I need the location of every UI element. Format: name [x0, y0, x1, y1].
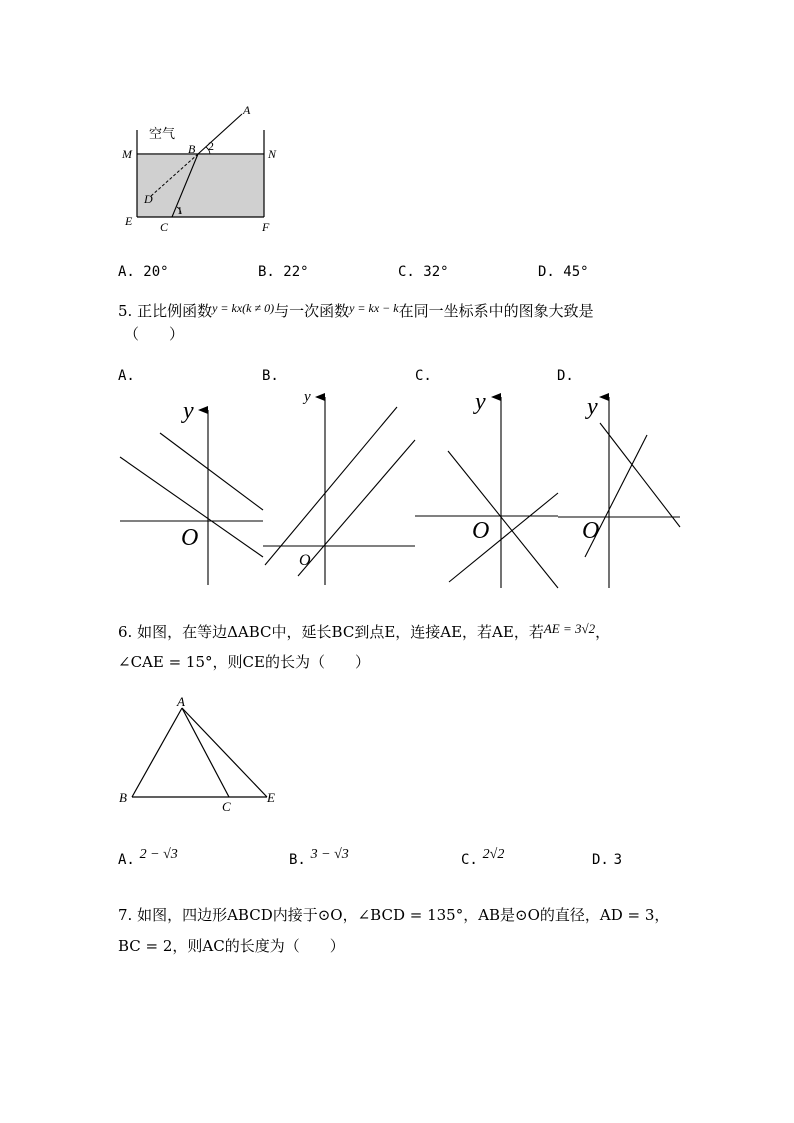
angle-1-label: 1 [177, 205, 183, 217]
q7-question-line2: BC = 2，则AC的长度为（ ） [118, 937, 345, 955]
q6-option-a: A. 2 − √3 [118, 847, 178, 868]
svg-text:O: O [582, 518, 600, 544]
q5-graph-b [263, 389, 415, 585]
q4-refraction-figure [115, 100, 295, 240]
svg-text:y: y [304, 389, 311, 405]
q5-option-b-label: B. [262, 368, 279, 384]
svg-text:B: B [119, 790, 127, 805]
point-c-label: C [160, 220, 169, 234]
q4-option-b: B. 22° [258, 264, 309, 280]
q4-option-a: A. 20° [118, 264, 169, 280]
point-b-label: B [188, 142, 196, 156]
q6-option-d: D. 3 [592, 852, 623, 868]
point-e-label: E [125, 214, 133, 228]
q6-question-line2: ∠CAE = 15°，则CE的长为（ ） [118, 653, 370, 671]
q6-option-b: B. 3 − √3 [289, 847, 349, 868]
svg-text:O: O [472, 518, 490, 544]
q5-graph-c [415, 389, 558, 588]
q7-question-line1: 7. 如图，四边形ABCD内接于⊙O，∠BCD = 135°，AB是⊙O的直径，AD = 3， [118, 906, 670, 924]
point-a-label: A [243, 103, 251, 117]
angle-2-label: 2 [208, 139, 214, 153]
point-f-label: F [262, 220, 270, 234]
svg-text:O: O [299, 552, 311, 569]
q6-number: 6. [118, 623, 133, 641]
q5-formula-1: y = kx(k ≠ 0) [212, 301, 275, 315]
q5-formula-2: y = kx − k [349, 301, 399, 315]
q6-triangle-figure [112, 690, 287, 815]
svg-text:O: O [181, 525, 199, 551]
q5-graph-a [120, 398, 263, 585]
q5-graphs [115, 385, 685, 600]
q5-number: 5. [118, 302, 133, 320]
air-label: 空气 [149, 126, 176, 141]
q5-option-c-label: C. [415, 368, 432, 384]
q4-option-c: C. 32° [398, 264, 449, 280]
point-m-label: M [122, 147, 132, 161]
q6-option-c: C. 2√2 [461, 847, 505, 868]
q4-option-d: D. 45° [538, 264, 589, 280]
q5-graph-d [558, 394, 680, 588]
q5-answer-paren: （ ） [124, 325, 185, 343]
q5-question: 5. 正比例函数$^{y = kx(k \ne 0)}$与一次函数$^{y = kx - k}$在同一坐标系中的图象大致是 [118, 301, 594, 320]
q6-question-line1: 6. 如图，在等边ΔABC中，延长BC到点E，连接AE，若AE，若AE = 3√2， [118, 621, 611, 641]
svg-text:y: y [587, 394, 598, 420]
svg-text:A: A [177, 694, 185, 709]
q6-formula: AE = 3√2 [543, 621, 596, 636]
svg-text:y: y [475, 389, 486, 415]
q7-number: 7. [118, 906, 133, 924]
q5-option-a-label: A. [118, 368, 135, 384]
svg-text:E: E [267, 790, 275, 805]
point-n-label: N [268, 147, 277, 161]
svg-text:y: y [183, 398, 194, 424]
svg-text:C: C [222, 799, 231, 814]
q5-option-d-label: D. [557, 368, 574, 384]
point-d-label: D [144, 192, 153, 206]
